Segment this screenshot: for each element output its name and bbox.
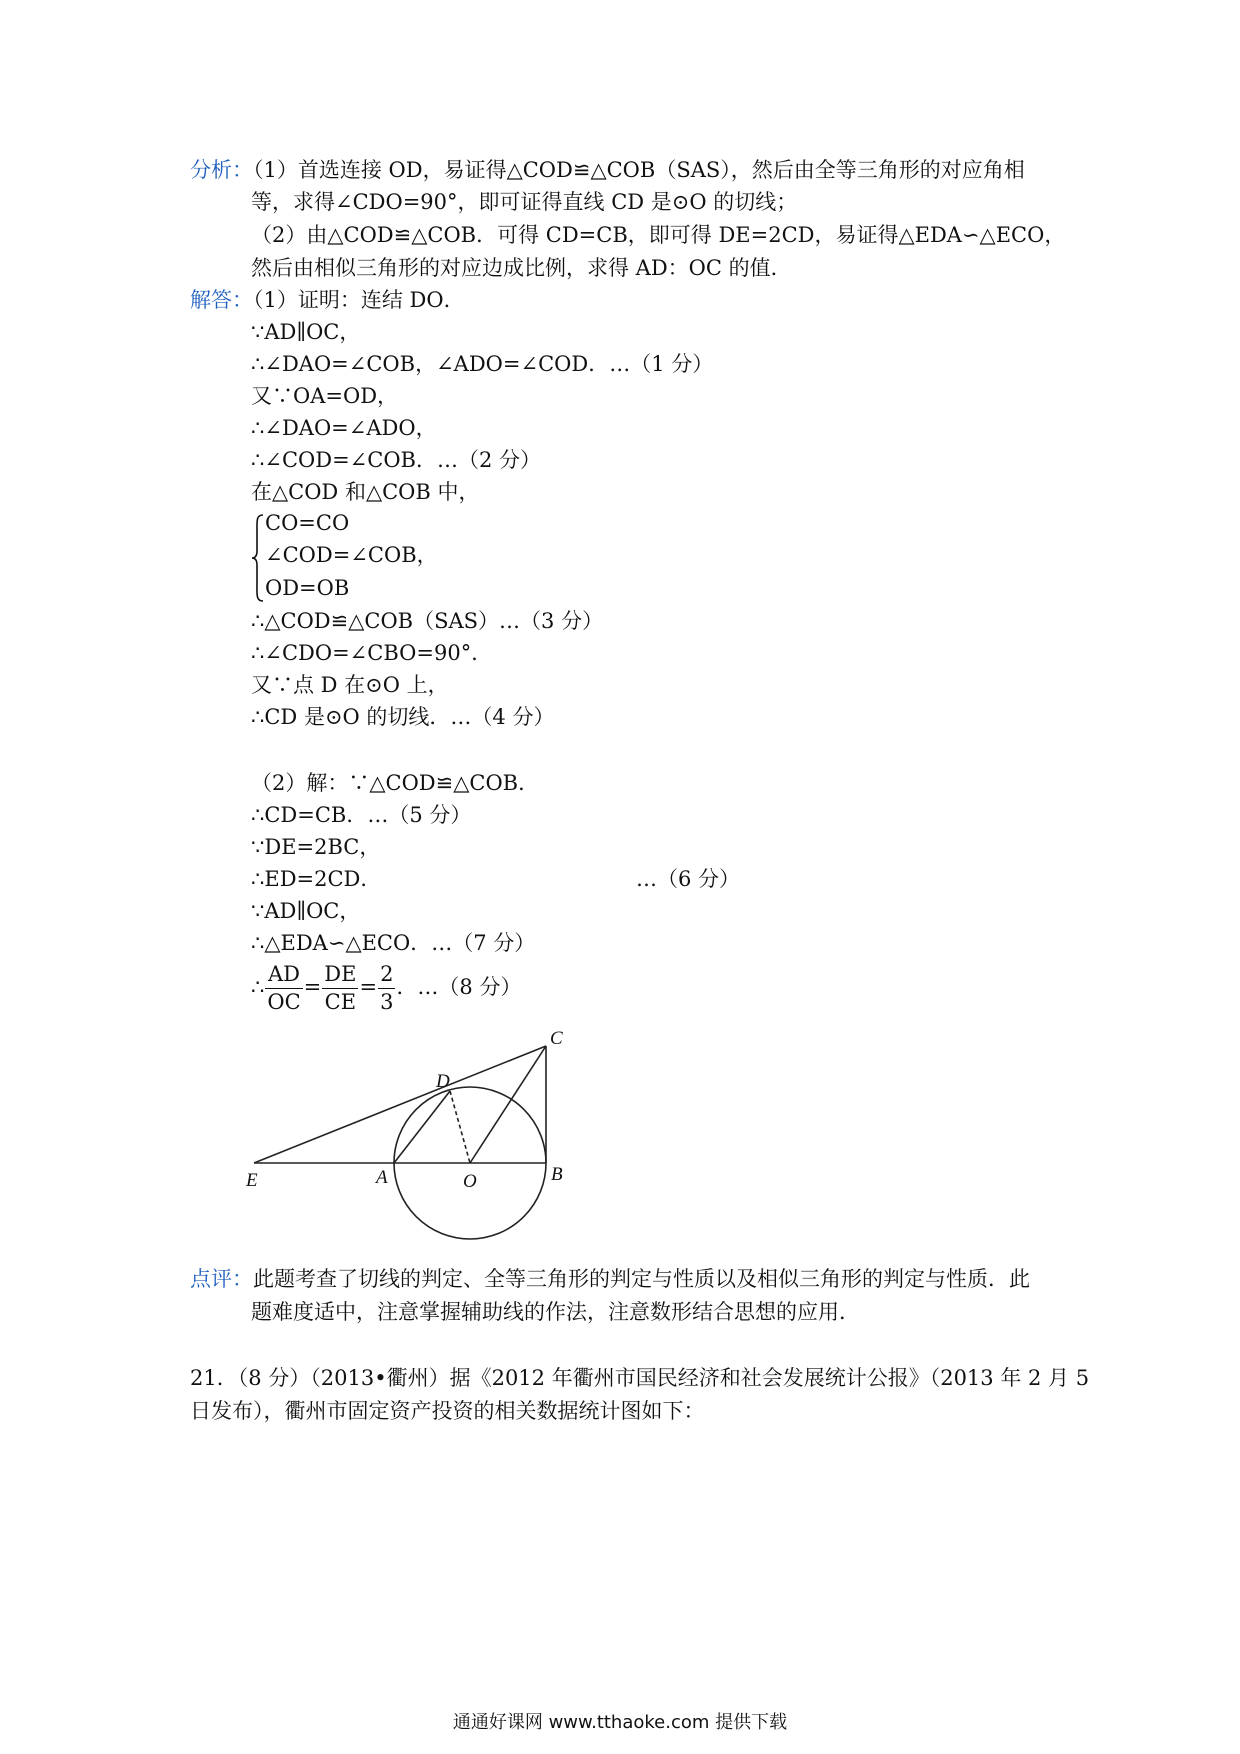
analysis-line-2: 等，求得∠CDO=90°，即可证得直线 CD 是⊙O 的切线； xyxy=(251,190,798,214)
solution-line-6: ∴∠COD=∠COB．…（2 分） xyxy=(251,448,542,472)
fraction-2-3: $\frac{2}{3}$ xyxy=(380,962,394,1015)
solution-line-14: ∵DE=2BC， xyxy=(251,835,381,859)
solution-line-2: ∵AD∥OC， xyxy=(251,320,361,344)
comment-label: 点评： xyxy=(190,1267,253,1291)
label-e: E xyxy=(246,1170,258,1191)
q21-line-1: 21．（8 分）（2013•衢州）据《2012 年衢州市国民经济和社会发展统计公报》（2013 年 2 月 5 xyxy=(190,1366,1090,1390)
solution-line-12: （2）解：∵△COD≌△COB． xyxy=(251,771,540,795)
comment-line-1: 点评：此题考查了切线的判定、全等三角形的判定与性质以及相似三角形的判定与性质．此 xyxy=(190,1267,1030,1291)
solution-line-10: 又∵点 D 在⊙O 上， xyxy=(251,673,449,697)
solution-line-3: ∴∠DAO=∠COB，∠ADO=∠COD．…（1 分） xyxy=(251,352,714,376)
label-c: C xyxy=(550,1030,563,1049)
q21-line-2: 日发布），衢州市固定资产投资的相关数据统计图如下： xyxy=(190,1399,705,1423)
fraction-de-ce: $\frac{DE}{CE}$ xyxy=(324,962,357,1015)
solution-line-7: 在△COD 和△COB 中， xyxy=(251,480,480,504)
solution-line-5: ∴∠DAO=∠ADO， xyxy=(251,416,437,440)
solution-line-1: 解答：（1）证明：连结 DO． xyxy=(190,288,465,312)
ratio-line: ∴ $\frac{AD}{OC}$ = $\frac{DE}{CE}$ = $\frac{2}{3}$ ．…（8 分） xyxy=(251,962,522,1015)
system-eq-1: CO=CO xyxy=(265,511,350,535)
label-a: A xyxy=(376,1167,388,1188)
system-eq-2: ∠COD=∠COB， xyxy=(265,543,438,567)
solution-label: 解答： xyxy=(190,288,253,312)
label-d: D xyxy=(436,1071,450,1092)
analysis-line-3: （2）由△COD≌△COB．可得 CD=CB，即可得 DE=2CD，易证得△EDA∽△ECO， xyxy=(251,223,1066,247)
solution-line-4: 又∵OA=OD， xyxy=(251,384,399,408)
line-ec xyxy=(254,1046,546,1163)
solution-line-9: ∴∠CDO=∠CBO=90°． xyxy=(251,641,493,665)
solution-line-17: ∴△EDA∽△ECO．…（7 分） xyxy=(251,931,536,955)
footer-credit: 通通好课网 www.tthaoke.com 提供下载 xyxy=(452,1712,788,1733)
fraction-ad-oc: $\frac{AD}{OC}$ xyxy=(267,962,301,1015)
analysis-line-4: 然后由相似三角形的对应边成比例，求得 AD：OC 的值． xyxy=(251,256,792,280)
label-b: B xyxy=(551,1164,563,1185)
solution-line-8: ∴△COD≌△COB（SAS）…（3 分） xyxy=(251,609,604,633)
line-co xyxy=(470,1046,546,1163)
analysis-line-1: 分析：（1）首选连接 OD，易证得△COD≌△COB（SAS），然后由全等三角形的对应角相 xyxy=(190,158,1025,182)
system-brace xyxy=(251,513,265,603)
score-6: …（6 分） xyxy=(636,867,741,891)
line-do-dashed xyxy=(450,1091,470,1163)
label-o: O xyxy=(463,1171,477,1192)
geometry-figure xyxy=(240,1030,580,1250)
solution-line-11: ∴CD 是⊙O 的切线．…（4 分） xyxy=(251,705,555,729)
comment-line-2: 题难度适中，注意掌握辅助线的作法，注意数形结合思想的应用． xyxy=(251,1300,860,1324)
system-eq-3: OD=OB xyxy=(265,576,350,600)
solution-line-15: ∴ED=2CD． xyxy=(251,867,382,891)
solution-line-16: ∵AD∥OC， xyxy=(251,899,361,923)
analysis-label: 分析： xyxy=(190,158,253,182)
solution-line-13: ∴CD=CB．…（5 分） xyxy=(251,803,472,827)
